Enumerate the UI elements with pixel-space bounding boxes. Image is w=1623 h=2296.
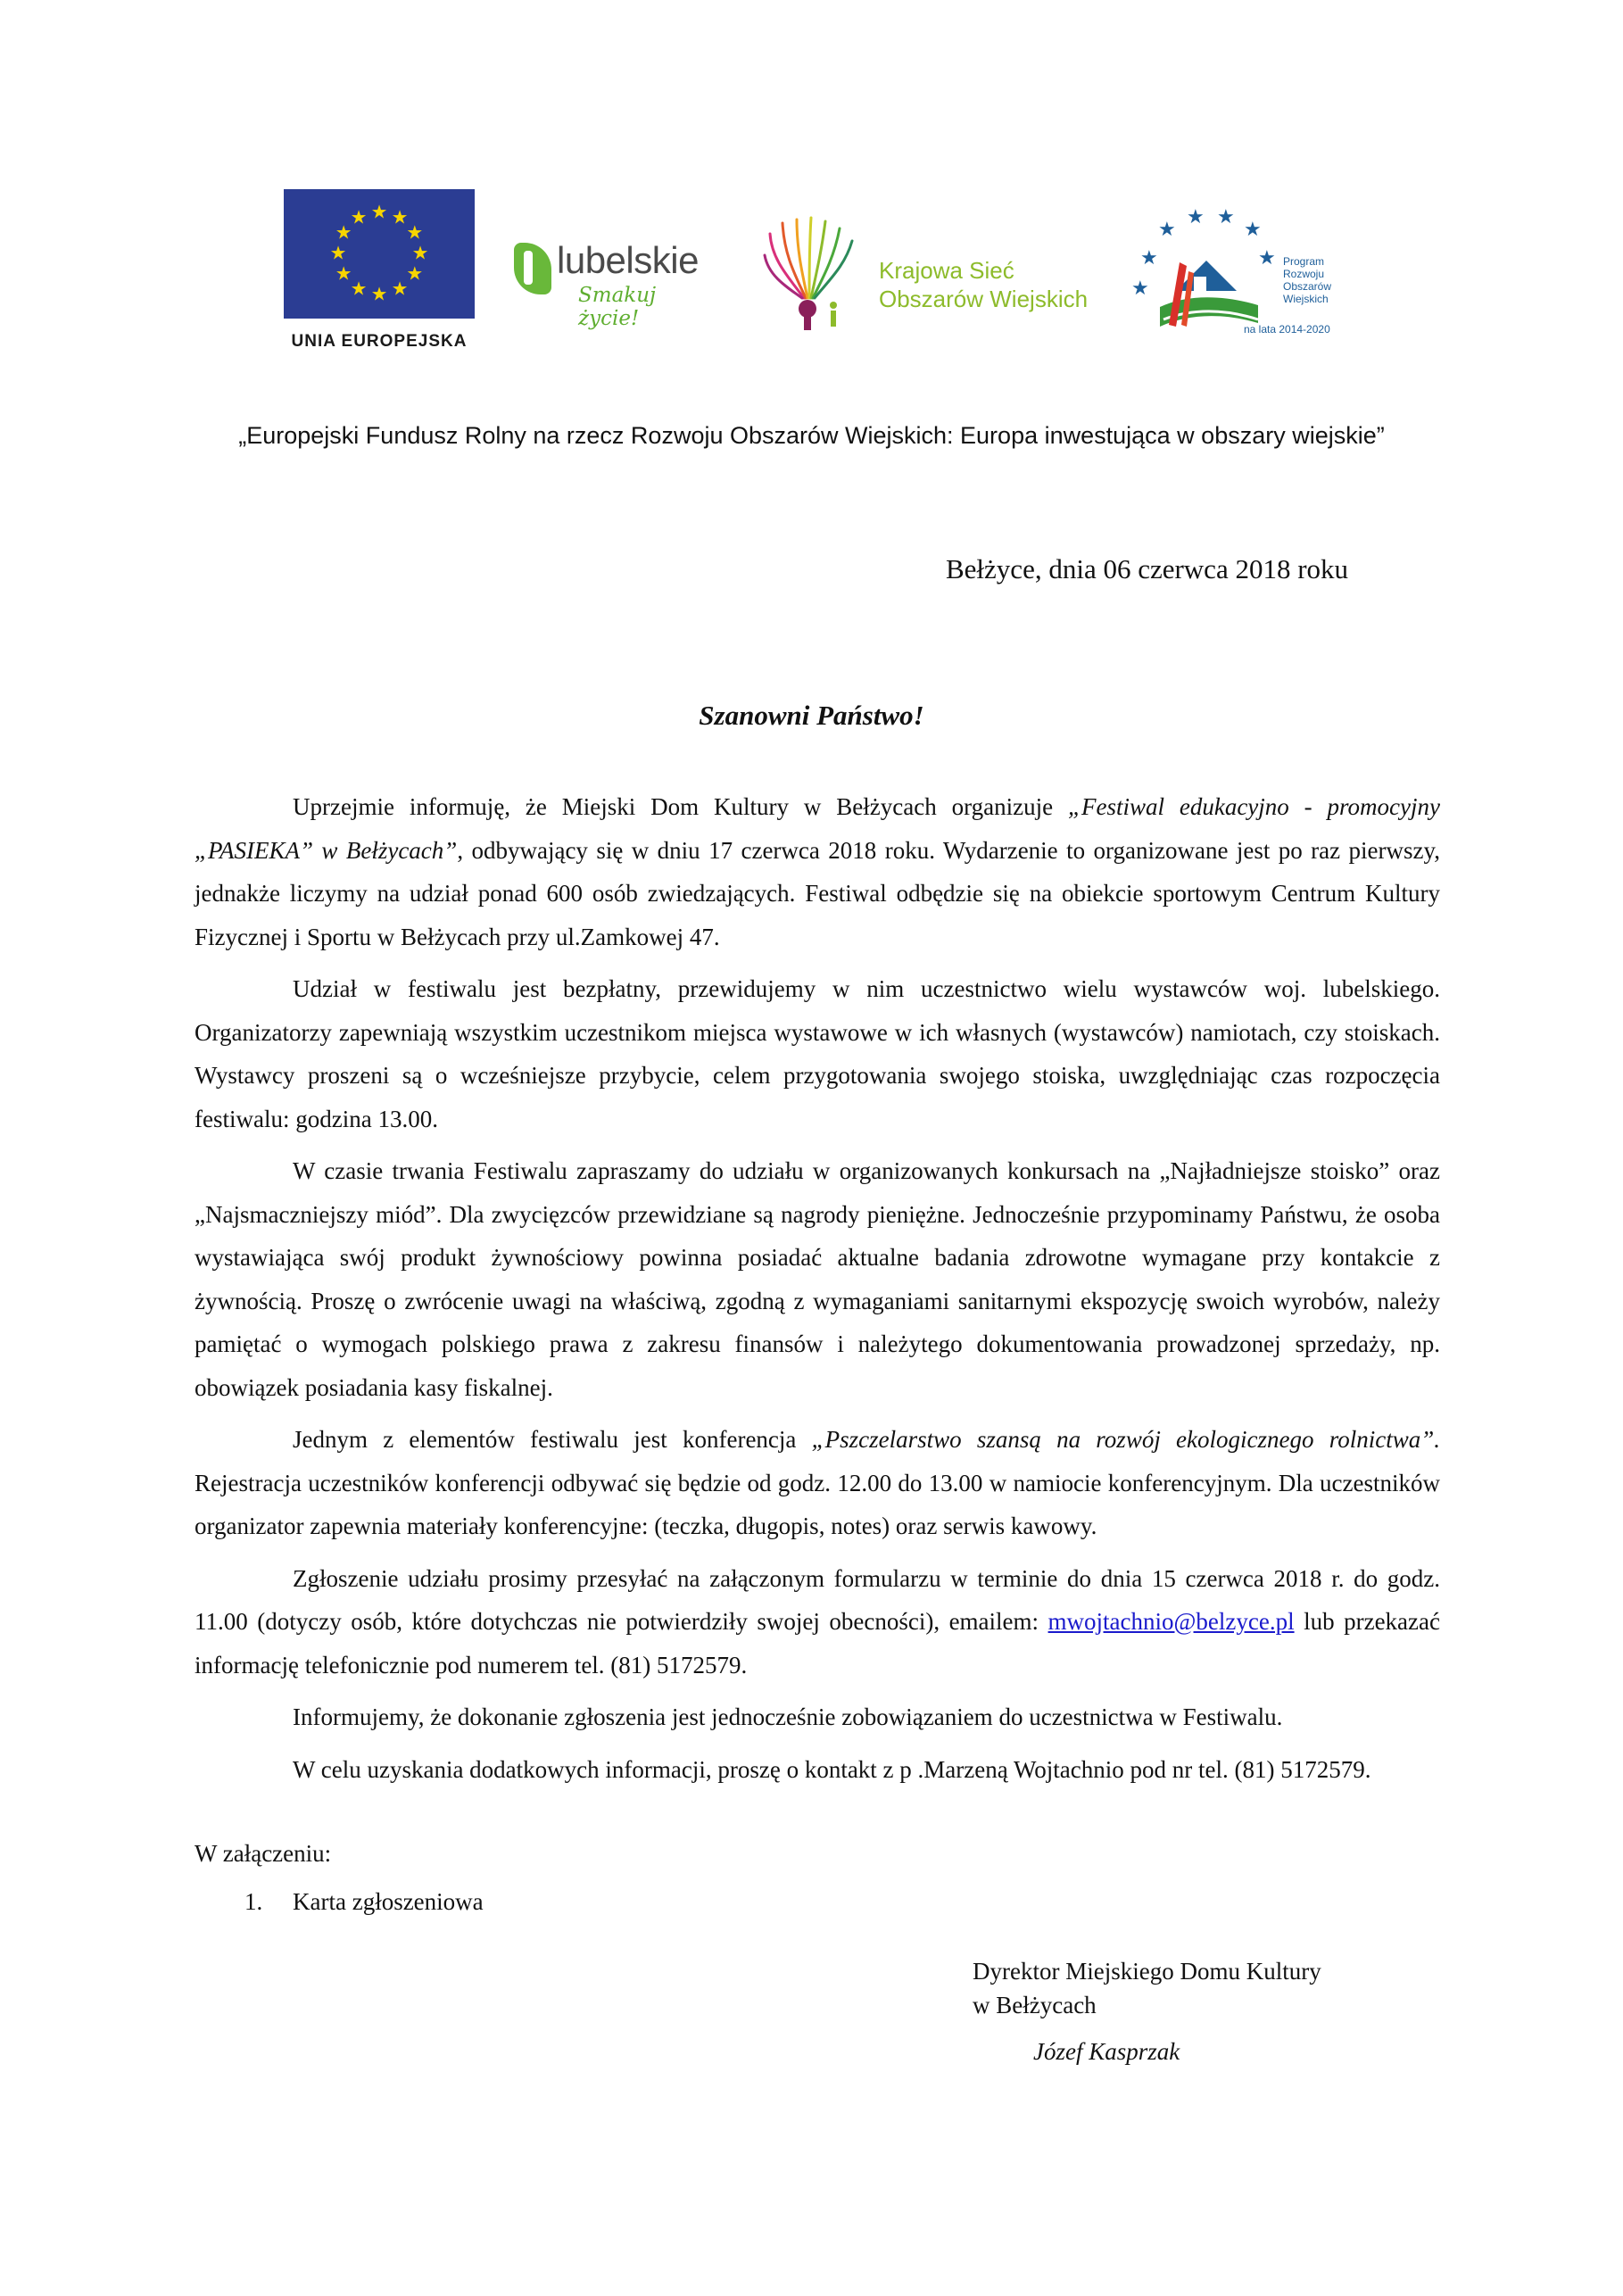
prow-logo [1124, 209, 1356, 343]
signature-title-line2: w Bełżycach [973, 1992, 1097, 2018]
attachment-number: 1. [244, 1888, 263, 1915]
prow-line3: Obszarów [1283, 280, 1332, 293]
paragraph-registration [195, 1557, 1440, 1687]
svg-text:★: ★ [1131, 278, 1149, 300]
paragraph-text: Zgłoszenie udziału prosimy przesyłać na załączonym formularzu w terminie do dnia 15 czerwca 2018 r. do godz. 11.00 (dotyczy osób, które dotychczas nie potwierdziły swojej obecności), emailem: [195, 1564, 1440, 1635]
eu-flag [284, 189, 475, 319]
attachment-item [195, 1877, 484, 1926]
eu-star-icon: ★ [391, 278, 409, 300]
svg-text:★: ★ [1244, 219, 1262, 241]
eu-star-icon: ★ [335, 262, 352, 285]
lubelskie-logo-name: lubelskie [557, 239, 699, 281]
paragraph-contact: W celu uzyskania dodatkowych informacji, proszę o kontakt z p .Marzeną Wojtachnio pod nr tel. (81) 5172579. [293, 1755, 1371, 1783]
eu-star-icon: ★ [406, 262, 424, 285]
svg-text:★: ★ [1217, 209, 1235, 228]
logo-row [0, 189, 1623, 359]
prow-line4: Wiejskich [1283, 293, 1329, 305]
paragraph-festival-info [195, 785, 1440, 958]
paragraph-participation: Udział w festiwalu jest bezpłatny, przewidujemy w nim uczestnictwo wielu wystawców woj. lubelskiego. Organizatorzy zapewniają wszystkim uczestnikom miejsca wystawowe w ich własnych (wystawców) namiotach, czy stoiskach. Wystawcy proszeni są o wcześniejsze przybycie, celem przygotowania swojego stoiska, uwzględniając czas rozpoczęcia festiwalu: godzina 13.00. [195, 975, 1440, 1132]
paragraph-contests: W czasie trwania Festiwalu zapraszamy do udziału w organizowanych konkursach na „Najładniejsze stoisko” oraz „Najsmaczniejszy miód”. Dla zwycięzców przewidziane są nagrody pieniężne. Jednocześnie przypominamy Państwu, że osoba wystawiająca swój produkt żywnościowy powinna posiadać aktualne badania zdrowotne wymagane przy kontakcie z żywnością. Proszę o zwrócenie uwagi na właściwą, zgodną z wymaganiami sanitarnymi ekspozycję swoich wyrobów, należy pamiętać o wymogach polskiego prawa z zakresu finansów i należytego dokumentowania prowadzonej sprzedaży, np. obowiązek posiadania kasy fiskalnej. [195, 1157, 1440, 1401]
attachment-label: Karta zgłoszeniowa [293, 1888, 484, 1915]
paragraph-conference [195, 1418, 1440, 1548]
letter-body [195, 785, 1440, 1800]
eu-star-icon: ★ [370, 283, 388, 305]
lubelskie-logo-slogan: Smakuj życie! [578, 284, 657, 330]
festival-name: „Festiwal edukacyjno - promocyjny „PASIEKA” w Bełżycach” [195, 793, 1440, 864]
ksow-logo-line2: Obszarów Wiejskich [879, 286, 1089, 312]
eu-star-icon: ★ [411, 242, 429, 264]
attachments-heading: W załączeniu: [195, 1840, 332, 1867]
eu-star-icon: ★ [329, 242, 347, 264]
ksow-logo-line1: Krajowa Sieć [879, 257, 1014, 284]
svg-text:★: ★ [1158, 219, 1176, 241]
eu-star-icon: ★ [350, 278, 368, 300]
signature-title-line1: Dyrektor Miejskiego Domu Kultury [973, 1958, 1321, 1985]
paragraph-text: Jednym z elementów festiwalu jest konferencja [293, 1426, 812, 1453]
lubelskie-logo [514, 227, 715, 330]
letter-greeting: Szanowni Państwo! [699, 700, 924, 731]
eu-star-icon: ★ [406, 221, 424, 244]
signature-name: Józef Kasprzak [1033, 2038, 1180, 2065]
paragraph-text: , odbywający się w dniu 17 czerwca 2018 roku. Wydarzenie to organizowane jest po raz pierwszy, jednakże liczymy na udział ponad 600 osób zwiedzających. Festiwal odbędzie się na obiekcie sportowym Centrum Kultury Fizycznej i Sportu w Bełżycach przy ul.Zamkowej 47. [195, 836, 1440, 950]
paragraph-text: Uprzejmie informuję, że Miejski Dom Kultury w Bełżycach organizuje [293, 793, 1068, 820]
svg-text:★: ★ [1187, 209, 1205, 228]
eu-star-icon: ★ [370, 201, 388, 223]
svg-text:★: ★ [1258, 247, 1276, 269]
email-link[interactable]: mwojtachnio@belzyce.pl [1047, 1608, 1295, 1635]
prow-years: na lata 2014-2020 [1244, 323, 1330, 336]
conference-name: „Pszczelarstwo szansą na rozwój ekologicznego rolnictwa”. [811, 1426, 1440, 1453]
attachments-section [195, 1829, 484, 1926]
eu-logo [284, 189, 475, 351]
lubelskie-l-mark-icon [514, 243, 551, 294]
signature-block [973, 1954, 1321, 2068]
prow-line2: Rozwoju [1283, 268, 1325, 280]
ksow-tree-icon [763, 216, 870, 332]
eu-logo-caption: UNIA EUROPEJSKA [291, 332, 468, 351]
ksow-logo [763, 216, 1120, 332]
prow-logo-text [1283, 255, 1331, 305]
letter-dateline: Bełżyce, dnia 06 czerwca 2018 roku [946, 553, 1349, 584]
eu-star-icon: ★ [391, 206, 409, 228]
paragraph-obligation: Informujemy, że dokonanie zgłoszenia jest jednocześnie zobowiązaniem do uczestnictwa w Festiwalu. [293, 1703, 1283, 1730]
paragraph-text: lub przekazać informację telefonicznie pod numerem tel. (81) 5172579. [195, 1608, 1440, 1678]
prow-line1: Program [1283, 255, 1325, 268]
paragraph-text: Rejestracja uczestników konferencji odbywać się będzie od godz. 12.00 do 13.00 w namiocie konferencyjnym. Dla uczestników organizator zapewnia materiały konferencyjne: (teczka, długopis, notes) oraz serwis kawowy. [195, 1469, 1440, 1539]
eu-star-icon: ★ [335, 221, 352, 244]
eafrd-tagline: „Europejski Fundusz Rolny na rzecz Rozwoju Obszarów Wiejskich: Europa inwestująca w obszary wiejskie” [238, 422, 1385, 449]
svg-text:★: ★ [1140, 247, 1158, 269]
eu-star-icon: ★ [350, 206, 368, 228]
